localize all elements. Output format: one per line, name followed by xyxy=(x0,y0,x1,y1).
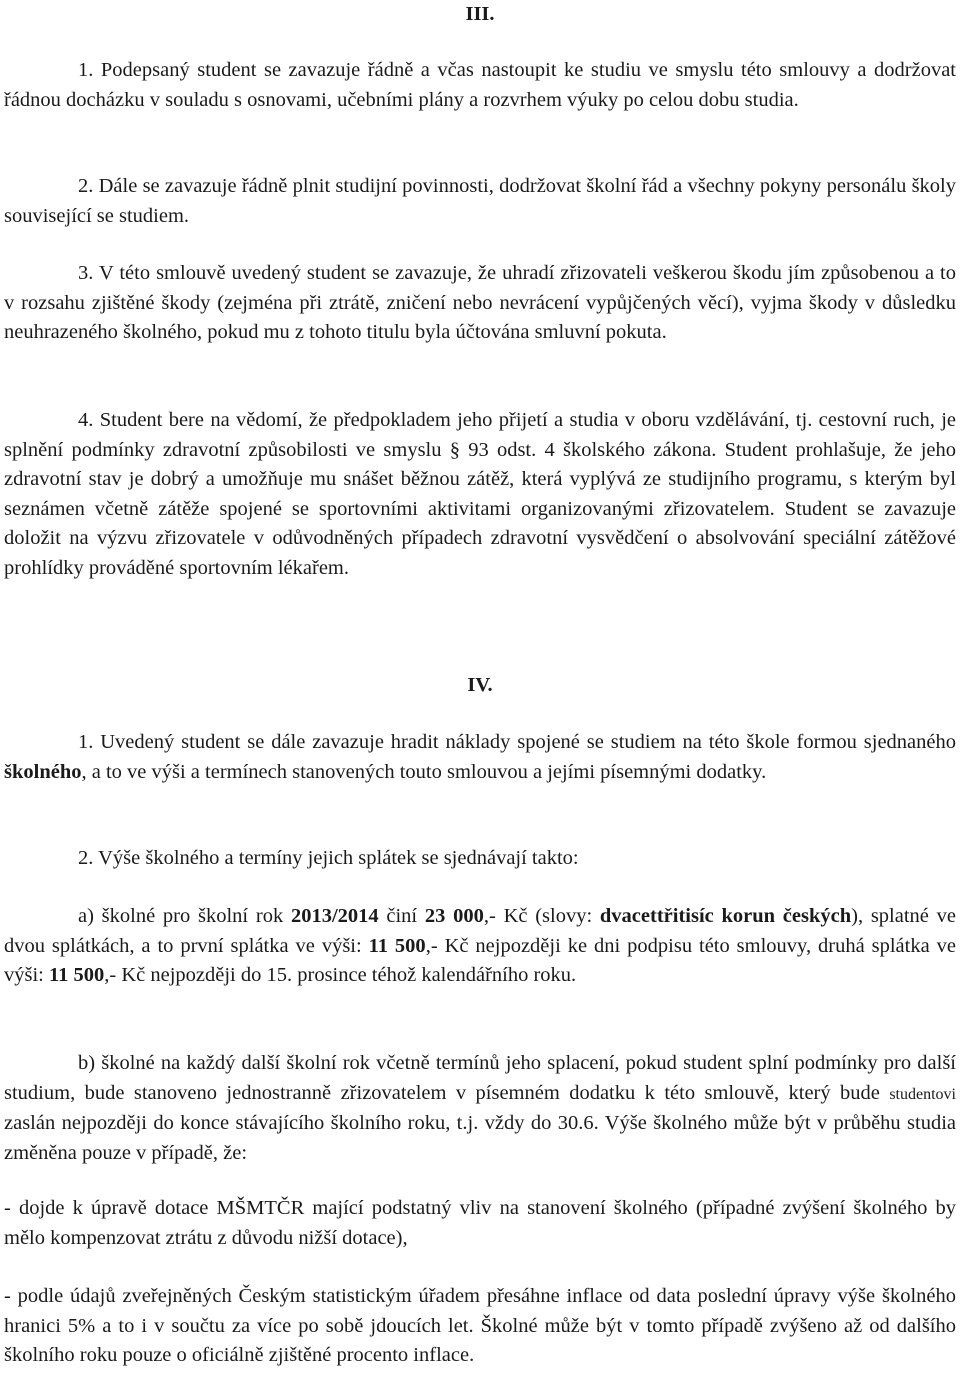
paragraph-iv-dash-2: - podle údajů zveřejněných Českým statistickým úřadem přesáhne inflace od data poslední úpravy výše školného hranici 5% a to i v součtu za více po sobě jdoucích let. Školné může být v tomto případě zvýšeno až od dalšího školního roku pouze o oficiálně zjištěné procento inflace. xyxy=(4,1285,956,1366)
text-run: ,- Kč nejpozději do 15. prosince téhož kalendářního roku. xyxy=(104,964,577,986)
section-heading-iii: III. xyxy=(465,3,495,25)
paragraph-iv-dash-1: - dojde k úpravě dotace MŠMTČR mající podstatný vliv na stanovení školného (případné zvýšení školného by mělo kompenzovat ztrátu z důvodu nižší dotace), xyxy=(4,1197,956,1249)
school-year: 2013/2014 xyxy=(290,905,379,927)
paragraph-iii-2: 2. Dále se zavazuje řádně plnit studijní povinnosti, dodržovat školní řád a všechny pokyny personálu školy související se studiem. xyxy=(4,175,956,227)
paragraph-iii-3: 3. V této smlouvě uvedený student se zavazuje, že uhradí zřizovateli veškerou škodu jím způsobenou a to v rozsahu zjištěné škody (zejména při ztrátě, zničení nebo nevrácení vypůjčených věcí), vyjma škody v důsledku neuhrazeného školného, pokud mu z tohoto titulu byla účtována smluvní pokuta. xyxy=(4,262,956,343)
section-heading-iv: IV. xyxy=(467,674,493,696)
paragraph-iv-2a xyxy=(4,902,956,991)
bold-term-skolneho: školného xyxy=(4,760,82,783)
text-run: , a to ve výši a termínech stanovených touto smlouvou a jejími písemnými dodatky. xyxy=(81,760,767,783)
paragraph-iv-2b xyxy=(4,1049,956,1168)
text-run: ,- Kč nejpozději ke dni podpisu této smlouvy, druhá splátka ve výši: xyxy=(4,934,956,986)
text-run: činí xyxy=(378,905,425,927)
text-run: 1. Uvedený student se dále zavazuje hradit náklady spojené se studiem na této škole formou sjednaného xyxy=(78,731,956,753)
text-run: b) školné na každý další školní rok včetně termínů jeho splacení, pokud student splní podmínky pro další studium, bude stanoveno jednostranně zřizovatelem v písemném dodatku k této smlouvě, který bude xyxy=(4,1052,956,1104)
fee-amount-words: dvacettřitisíc korun českých xyxy=(599,905,852,927)
paragraph-iv-1 xyxy=(4,728,956,787)
fee-amount: 23 000 xyxy=(424,905,484,927)
paragraph-iii-4: 4. Student bere na vědomí, že předpokladem jeho přijetí a studia v oboru vzdělávání, tj. cestovní ruch, je splnění podmínky zdravotní způsobilosti ve smyslu § 93 odst. 4 školského zákona. Student prohlašuje, že jeho zdravotní stav je dobrý a umožňuje mu snášet běžnou zátěž, která vyplývá ze studijního programu, s kterým byl seznámen včetně zátěže spojené se sportovními aktivitami organizovanými zřizovatelem. Student se zavazuje doložit na výzvu zřizovatele v odůvodněných případech zdravotní vysvědčení o absolvování speciální zátěžové prohlídky prováděné sportovním lékařem. xyxy=(4,409,956,579)
text-run: a) školné pro školní rok xyxy=(78,905,291,927)
text-run: ), splatné ve dvou splátkách, a to první splátka ve výši: xyxy=(4,905,956,957)
installment-2-amount: 11 500 xyxy=(49,964,105,986)
text-run: zaslán nejpozději do konce stávajícího školního roku, t.j. vždy do 30.6. Výše školného může být v průběhu studia změněna pouze v případě, že: xyxy=(4,1112,956,1164)
paragraph-iii-1: 1. Podepsaný student se zavazuje řádně a včas nastoupit ke studiu ve smyslu této smlouvy a dodržovat řádnou docházku v souladu s osnovami, učebními plány a rozvrhem výuky po celou dobu studia. xyxy=(4,59,956,111)
text-run-small: studentovi xyxy=(889,1085,956,1103)
installment-1-amount: 11 500 xyxy=(368,934,426,957)
text-run: ,- Kč (slovy: xyxy=(483,905,600,927)
paragraph-iv-2: 2. Výše školného a termíny jejich splátek se sjednávají takto: xyxy=(78,847,579,869)
